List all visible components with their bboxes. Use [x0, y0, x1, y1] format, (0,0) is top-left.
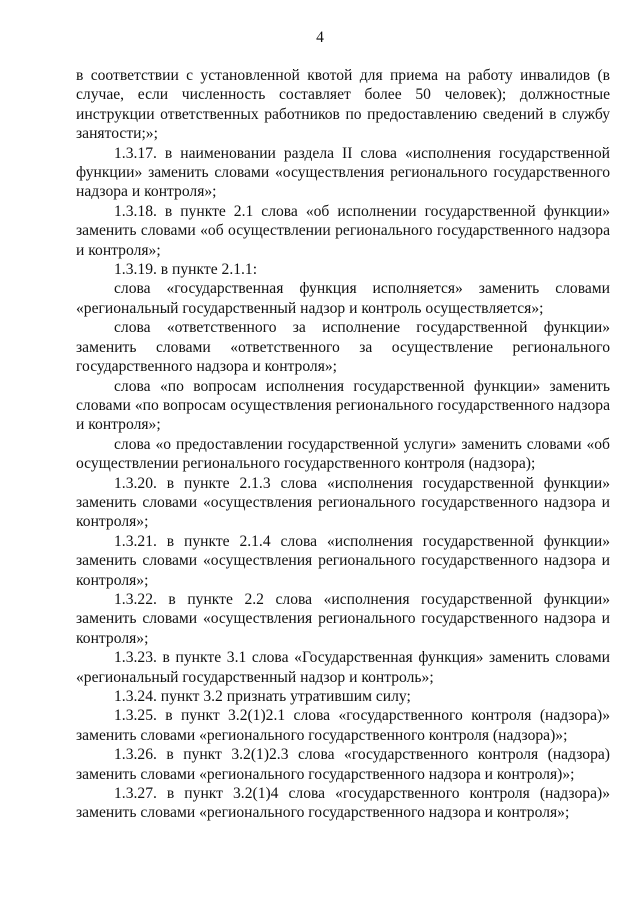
paragraph-1-3-25: 1.3.25. в пункт 3.2(1)2.1 слова «государственного контроля (надзора)» заменить словами «регионального государственного контроля (надзора)»; — [76, 707, 610, 744]
paragraph-1-3-18: 1.3.18. в пункте 2.1 слова «об исполнении государственной функции» заменить словами «об осуществлении регионального государственного надзора и контроля»; — [76, 202, 610, 259]
paragraph-1-3-23: 1.3.23. в пункте 3.1 слова «Государственная функция» заменить словами «региональный государственный надзор и контроль»; — [76, 649, 610, 686]
document-body — [76, 66, 610, 823]
paragraph-continuation: в соответствии с установленной квотой для приема на работу инвалидов (в случае, если численность составляет более 50 человек); должностные инструкции ответственных работников по предоставлению сведений в службу занятости;»; — [76, 67, 610, 143]
paragraph-1-3-19-item-1: слова «государственная функция исполняется» заменить словами «региональный государственный надзор и контроль осуществляется»; — [76, 280, 610, 317]
paragraph-1-3-19-item-2: слова «ответственного за исполнение государственной функции» заменить словами «ответственного за осуществление регионального государственного надзора и контроля»; — [76, 319, 610, 376]
paragraph-1-3-19-item-3: слова «по вопросам исполнения государственной функции» заменить словами «по вопросам осуществления регионального государственного надзора и контроля»; — [76, 377, 610, 434]
paragraph-1-3-21: 1.3.21. в пункте 2.1.4 слова «исполнения государственной функции» заменить словами «осуществления регионального государственного надзора и контроля»; — [76, 532, 610, 589]
paragraph-1-3-17: 1.3.17. в наименовании раздела II слова «исполнения государственной функции» заменить словами «осуществления регионального государственного надзора и контроля»; — [76, 144, 610, 201]
paragraph-1-3-22: 1.3.22. в пункте 2.2 слова «исполнения государственной функции» заменить словами «осуществления регионального государственного надзора и контроля»; — [76, 590, 610, 647]
paragraph-1-3-26: 1.3.26. в пункт 3.2(1)2.3 слова «государственного контроля (надзора) заменить словами «регионального государственного надзора и контроля)»; — [76, 746, 610, 783]
paragraph-1-3-19-item-4: слова «о предоставлении государственной услуги» заменить словами «об осуществлении регионального государственного контроля (надзора); — [76, 435, 610, 473]
paragraph-1-3-27: 1.3.27. в пункт 3.2(1)4 слова «государственного контроля (надзора)» заменить словами «регионального государственного надзора и контроля»; — [76, 785, 610, 822]
paragraph-1-3-20: 1.3.20. в пункте 2.1.3 слова «исполнения государственной функции» заменить словами «осуществления регионального государственного надзора и контроля»; — [76, 474, 610, 531]
page-number: 4 — [316, 29, 324, 46]
paragraph-1-3-24: 1.3.24. пункт 3.2 признать утратившим силу; — [114, 688, 411, 705]
paragraph-1-3-19: 1.3.19. в пункте 2.1.1: — [114, 261, 258, 279]
